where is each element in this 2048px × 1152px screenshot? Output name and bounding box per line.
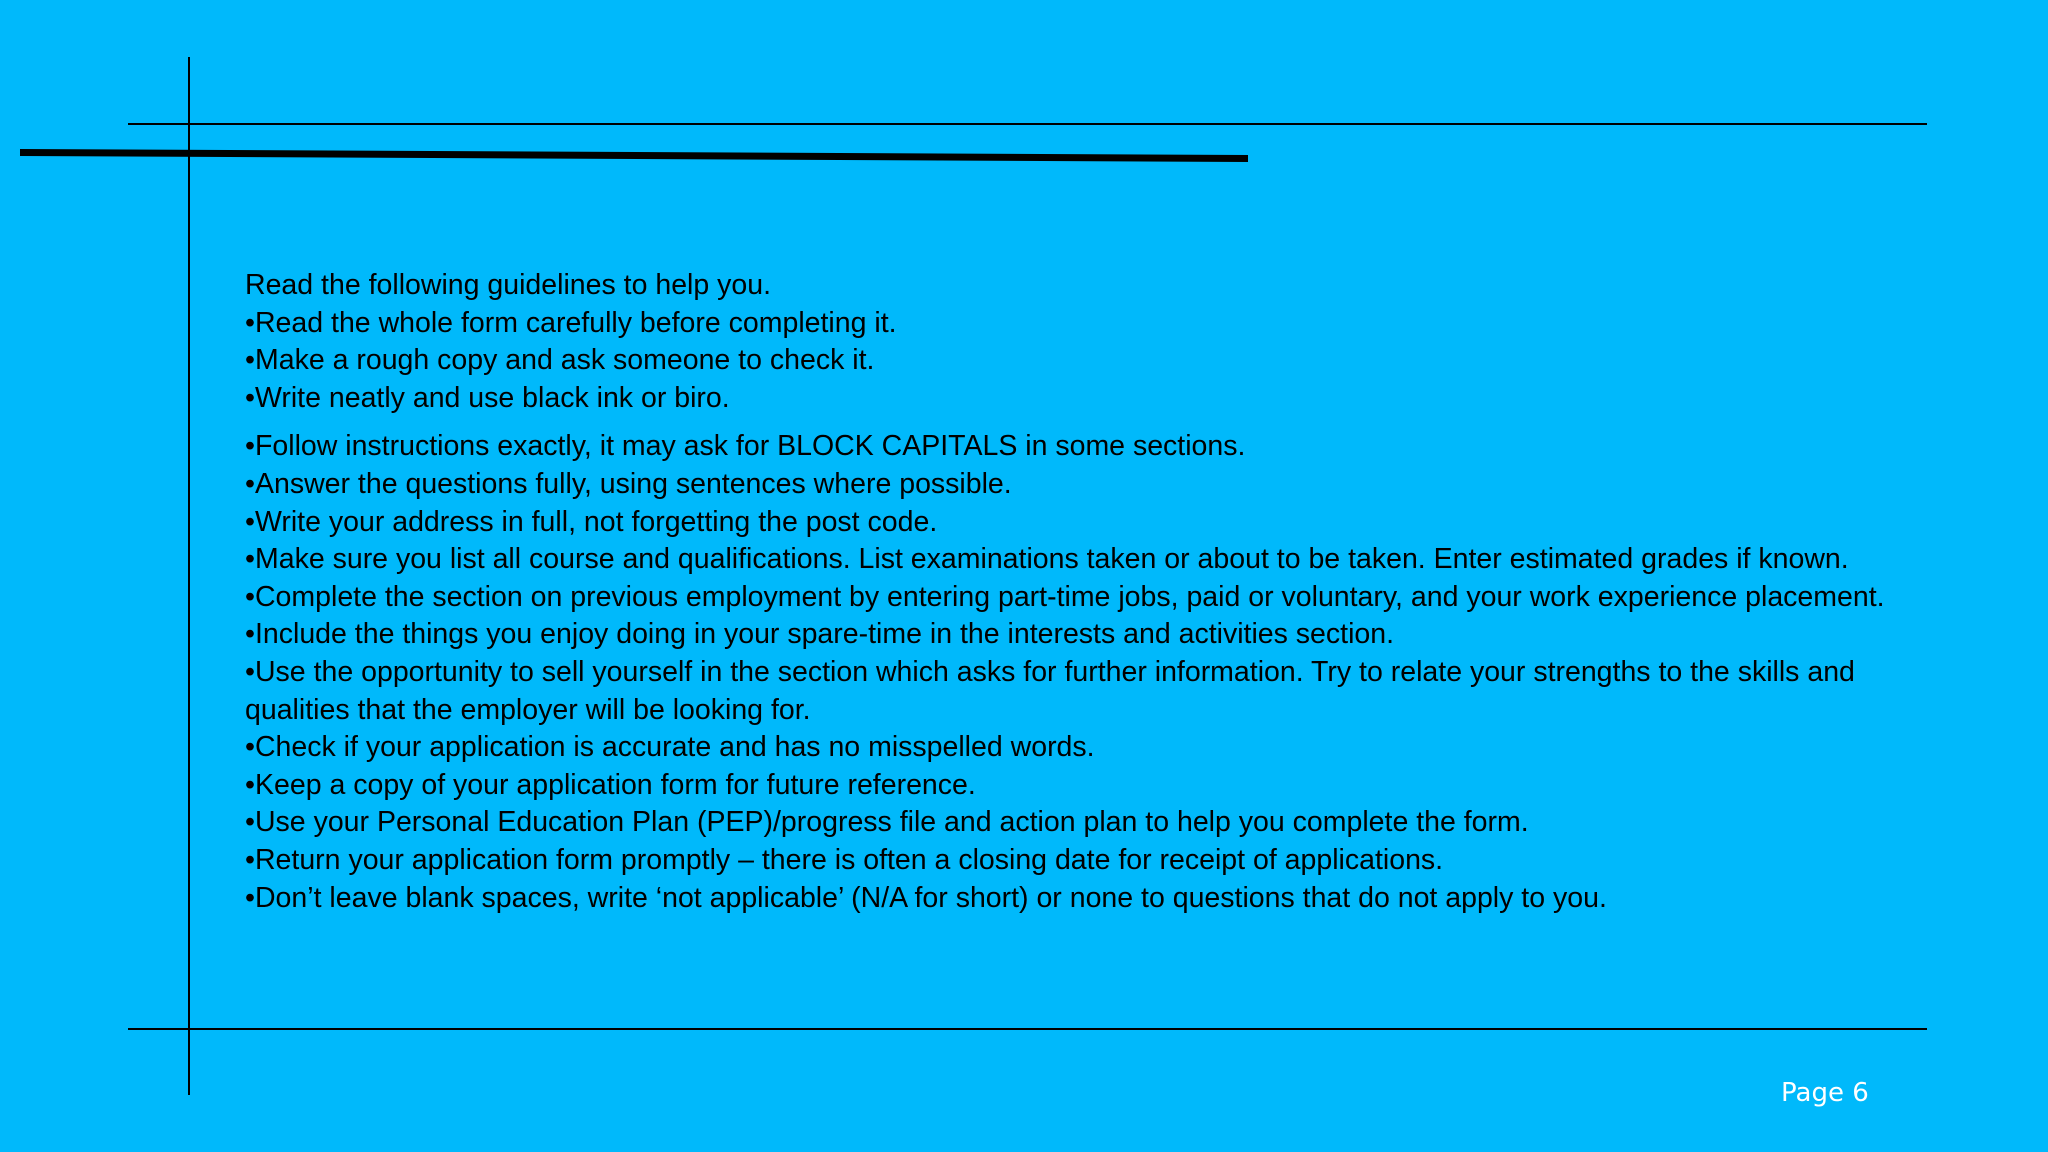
guideline-item: •Include the things you enjoy doing in your spare-time in the interests and activities section. [245,618,1395,651]
top-horizontal-rule [128,123,1927,125]
guideline-item: •Keep a copy of your application form for future reference. [245,768,976,801]
guideline-item: •Write your address in full, not forgetting the post code. [245,505,938,538]
guideline-item: •Make sure you list all course and qualifications. List examinations taken or about to be taken. Enter estimated grades if known. [245,543,1849,576]
guidelines-text [245,267,1915,917]
guideline-item: •Check if your application is accurate and has no misspelled words. [245,731,1095,764]
guideline-item: •Follow instructions exactly, it may ask for BLOCK CAPITALS in some sections. [245,430,1246,463]
guideline-item: •Use the opportunity to sell yourself in the section which asks for further information. Try to relate your strengths to the skills and qualities that the employer will be looking for. [245,655,1855,726]
guideline-item: •Write neatly and use black ink or biro. [245,381,730,414]
guideline-item: •Answer the questions fully, using sentences where possible. [245,467,1012,500]
guideline-item: •Make a rough copy and ask someone to check it. [245,344,875,377]
guideline-item: •Read the whole form carefully before completing it. [245,306,897,339]
page-number: Page 6 [1781,1078,1869,1108]
bottom-horizontal-rule [128,1028,1927,1030]
guideline-item: •Don’t leave blank spaces, write ‘not applicable’ (N/A for short) or none to questions that do not apply to you. [245,881,1607,914]
guideline-item: •Use your Personal Education Plan (PEP)/progress file and action plan to help you complete the form. [245,806,1529,839]
guideline-item: •Complete the section on previous employment by entering part-time jobs, paid or voluntary, and your work experience placement. [245,580,1885,613]
paragraph-gap [245,417,1915,428]
left-vertical-rule [188,57,190,1095]
intro-line: Read the following guidelines to help you. [245,269,772,301]
guideline-item: •Return your application form promptly – there is often a closing date for receipt of applications. [245,843,1444,876]
